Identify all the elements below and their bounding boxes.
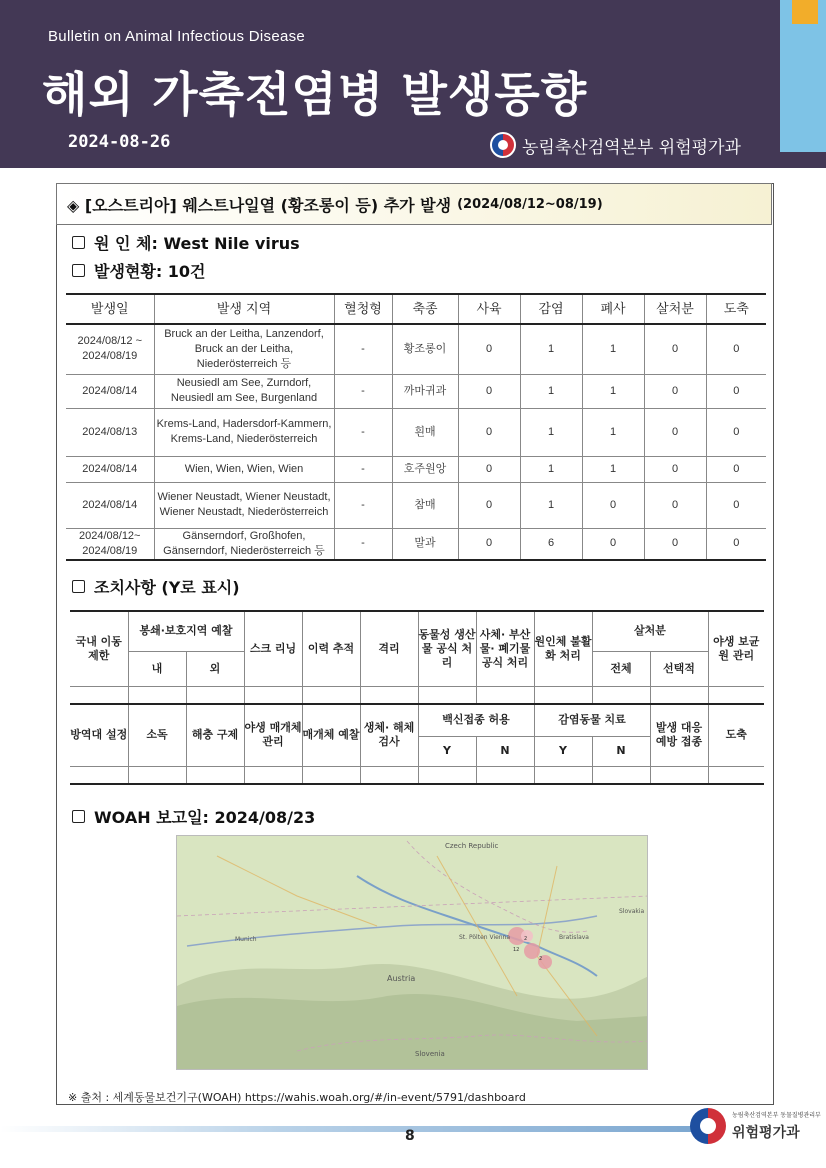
table-cell: 0 <box>458 482 520 528</box>
measure-header: 원인체 불활화 처리 <box>534 611 592 686</box>
table-cell: - <box>334 374 392 408</box>
measure-header: 살처분 <box>592 611 708 651</box>
map-label-bratislava: Bratislava <box>559 934 589 941</box>
topic-period: (2024/08/12~08/19) <box>457 196 603 212</box>
table-cell: 1 <box>582 456 644 482</box>
measure-value <box>418 686 476 704</box>
page-title: 해외 가축전염병 발생동향 <box>42 68 588 123</box>
measure-header: 이력 추적 <box>302 611 360 686</box>
page-number: 8 <box>405 1128 415 1144</box>
measure-subheader: 외 <box>186 651 244 686</box>
measures-value-row <box>70 766 764 784</box>
map-label-czech: Czech Republic <box>445 842 499 850</box>
checkbox-icon <box>72 264 85 277</box>
table-cell: 1 <box>520 408 582 456</box>
table-cell: 2024/08/13 <box>66 408 154 456</box>
table-cell: 0 <box>706 324 766 374</box>
status-text: 발생현황: 10건 <box>94 262 206 281</box>
measure-header: 국내 이동 제한 <box>70 611 128 686</box>
measure-value <box>534 766 592 784</box>
measure-value <box>708 766 764 784</box>
measure-value <box>70 686 128 704</box>
col-header: 혈청형 <box>334 294 392 324</box>
table-cell: Gänserndorf, Großhofen, Gänserndorf, Niederösterreich 등 <box>154 528 334 560</box>
footer-org-name: 위험평가과 <box>732 1125 800 1141</box>
checkbox-icon <box>72 236 85 249</box>
table-row <box>66 324 766 374</box>
table-cell: 0 <box>706 374 766 408</box>
measure-value <box>70 766 128 784</box>
measure-subheader: 전체 <box>592 651 650 686</box>
col-header: 폐사 <box>582 294 644 324</box>
measures-title: 조치사항 (Y로 표시) <box>94 578 240 597</box>
measures-line <box>72 575 240 598</box>
table-cell: 0 <box>582 528 644 560</box>
col-header: 도축 <box>706 294 766 324</box>
table-cell: - <box>334 408 392 456</box>
measure-subheader: 선택적 <box>650 651 708 686</box>
checkbox-icon <box>72 810 85 823</box>
measure-value <box>708 686 764 704</box>
table-row <box>66 408 766 456</box>
measure-subheader: Y <box>534 736 592 766</box>
table-cell: Neusiedl am See, Zurndorf, Neusiedl am See, Burgenland <box>154 374 334 408</box>
table-cell: 말과 <box>392 528 458 560</box>
topic-bar <box>56 183 772 225</box>
table-cell: 0 <box>706 408 766 456</box>
bulletin-subtitle: Bulletin on Animal Infectious Disease <box>48 28 306 45</box>
table-cell: - <box>334 482 392 528</box>
measure-subheader: N <box>592 736 650 766</box>
table-row <box>66 374 766 408</box>
table-cell: 호주원앙 <box>392 456 458 482</box>
map-marker-count: 2 <box>539 956 543 962</box>
table-cell: 0 <box>458 324 520 374</box>
table-cell: 0 <box>458 408 520 456</box>
measure-header: 격리 <box>360 611 418 686</box>
topic-title: ◈ [오스트리아] 웨스트나일열 (황조롱이 등) 추가 발생 <box>67 195 452 215</box>
map-label-slovenia: Slovenia <box>415 1050 445 1058</box>
header-org <box>490 132 741 158</box>
table-cell: Bruck an der Leitha, Lanzendorf, Bruck an der Leitha, Niederösterreich 등 <box>154 324 334 374</box>
map-marker-count: 12 <box>513 947 520 953</box>
measure-value <box>244 686 302 704</box>
measures-header-row <box>70 611 764 651</box>
measure-header: 방역대 설정 <box>70 704 128 766</box>
woah-report-date: WOAH 보고일: 2024/08/23 <box>94 808 316 827</box>
measure-value <box>476 686 534 704</box>
measure-header: 소독 <box>128 704 186 766</box>
map-label-austria: Austria <box>387 974 416 983</box>
measure-header: 생체· 해체 검사 <box>360 704 418 766</box>
header-org-name: 농림축산검역본부 위험평가과 <box>522 137 741 158</box>
table-row <box>66 456 766 482</box>
measure-header: 도축 <box>708 704 764 766</box>
table-cell: 황조롱이 <box>392 324 458 374</box>
table-cell: 0 <box>644 324 706 374</box>
measure-header: 매개체 예찰 <box>302 704 360 766</box>
table-cell: - <box>334 324 392 374</box>
header-accent-tab <box>792 0 818 24</box>
checkbox-icon <box>72 580 85 593</box>
col-header: 축종 <box>392 294 458 324</box>
measure-header: 동물성 생산물 공식 처리 <box>418 611 476 686</box>
table-cell: - <box>334 456 392 482</box>
footer-logo <box>690 1108 821 1144</box>
measure-subheader: 내 <box>128 651 186 686</box>
table-cell: 0 <box>458 456 520 482</box>
table-cell: 흰매 <box>392 408 458 456</box>
col-header: 발생 지역 <box>154 294 334 324</box>
measure-value <box>650 686 708 704</box>
map-label-munich: Munich <box>235 936 257 943</box>
table-cell: 2024/08/14 <box>66 482 154 528</box>
measure-value <box>244 766 302 784</box>
table-cell: 0 <box>644 408 706 456</box>
measure-value <box>302 686 360 704</box>
measure-header: 발생 대응 예방 접종 <box>650 704 708 766</box>
col-header: 살처분 <box>644 294 706 324</box>
table-cell: 0 <box>706 456 766 482</box>
table-cell: 1 <box>520 456 582 482</box>
col-header: 발생일 <box>66 294 154 324</box>
table-cell: 까마귀과 <box>392 374 458 408</box>
measure-header: 감염동물 치료 <box>534 704 650 736</box>
table-cell: Wien, Wien, Wien, Wien <box>154 456 334 482</box>
measure-header: 해충 구제 <box>186 704 244 766</box>
measure-value <box>592 766 650 784</box>
measure-value <box>650 766 708 784</box>
table-cell: 2024/08/12~ 2024/08/19 <box>66 528 154 560</box>
measure-header: 백신접종 허용 <box>418 704 534 736</box>
table-cell: Krems-Land, Hadersdorf-Kammern, Krems-Land, Niederösterreich <box>154 408 334 456</box>
table-cell: 0 <box>706 482 766 528</box>
table-cell: 1 <box>520 374 582 408</box>
measure-value <box>592 686 650 704</box>
table-cell: 0 <box>582 482 644 528</box>
measure-subheader: Y <box>418 736 476 766</box>
table-cell: 1 <box>520 324 582 374</box>
outbreak-map[interactable] <box>176 835 648 1070</box>
measure-value <box>360 686 418 704</box>
table-cell: - <box>334 528 392 560</box>
table-cell: 0 <box>458 528 520 560</box>
map-label-vienna: St. Pölten Vienna <box>459 934 511 941</box>
table-cell: 0 <box>644 528 706 560</box>
measure-value <box>186 766 244 784</box>
col-header: 감염 <box>520 294 582 324</box>
table-cell: Wiener Neustadt, Wiener Neustadt, Wiener Neustadt, Niederösterreich <box>154 482 334 528</box>
measure-header: 사체· 부산물· 폐기물 공식 처리 <box>476 611 534 686</box>
table-cell: 1 <box>582 324 644 374</box>
measures-value-row <box>70 686 764 704</box>
measure-value <box>128 686 186 704</box>
table-cell: 0 <box>706 528 766 560</box>
measure-value <box>476 766 534 784</box>
measure-value <box>128 766 186 784</box>
table-cell: 0 <box>644 374 706 408</box>
source-note: ※ 출처 : 세계동물보건기구(WOAH) https://wahis.woah.org/#/in-event/5791/dashboard <box>68 1091 526 1104</box>
table-cell: 0 <box>644 456 706 482</box>
measure-value <box>534 686 592 704</box>
table-cell: 0 <box>458 374 520 408</box>
table-cell: 1 <box>582 374 644 408</box>
measure-value <box>302 766 360 784</box>
woah-line <box>72 805 315 828</box>
bulletin-date: 2024-08-26 <box>68 132 171 152</box>
table-cell: 참매 <box>392 482 458 528</box>
cause-line <box>72 231 300 254</box>
measure-header: 야생 매개체 관리 <box>244 704 302 766</box>
map-label-slovakia: Slovakia <box>619 908 645 915</box>
table-row <box>66 482 766 528</box>
outbreak-table <box>66 293 766 561</box>
col-header: 사육 <box>458 294 520 324</box>
map-marker-count: 2 <box>524 936 528 942</box>
footer-org-small: 농림축산검역본부 동물질병관리부 <box>732 1112 821 1119</box>
table-cell: 1 <box>520 482 582 528</box>
header-banner <box>0 0 826 168</box>
measure-value <box>360 766 418 784</box>
status-line <box>72 259 206 282</box>
measure-header: 봉쇄·보호지역 예찰 <box>128 611 244 651</box>
table-cell: 2024/08/12 ~ 2024/08/19 <box>66 324 154 374</box>
measure-subheader: N <box>476 736 534 766</box>
table-header-row <box>66 294 766 324</box>
map-graphic <box>177 836 648 1070</box>
measure-value <box>418 766 476 784</box>
table-cell: 2024/08/14 <box>66 374 154 408</box>
table-cell: 1 <box>582 408 644 456</box>
measure-value <box>186 686 244 704</box>
table-row <box>66 528 766 560</box>
measures-table <box>70 610 764 785</box>
measures-header-row <box>70 704 764 736</box>
table-cell: 6 <box>520 528 582 560</box>
cause-text: 원 인 체: West Nile virus <box>94 234 300 253</box>
measure-header: 스크 리닝 <box>244 611 302 686</box>
table-cell: 0 <box>644 482 706 528</box>
taegeuk-logo-icon <box>490 132 516 158</box>
measure-header: 야생 보균원 관리 <box>708 611 764 686</box>
taegeuk-logo-icon <box>690 1108 726 1144</box>
footer-divider <box>0 1126 700 1132</box>
table-cell: 2024/08/14 <box>66 456 154 482</box>
